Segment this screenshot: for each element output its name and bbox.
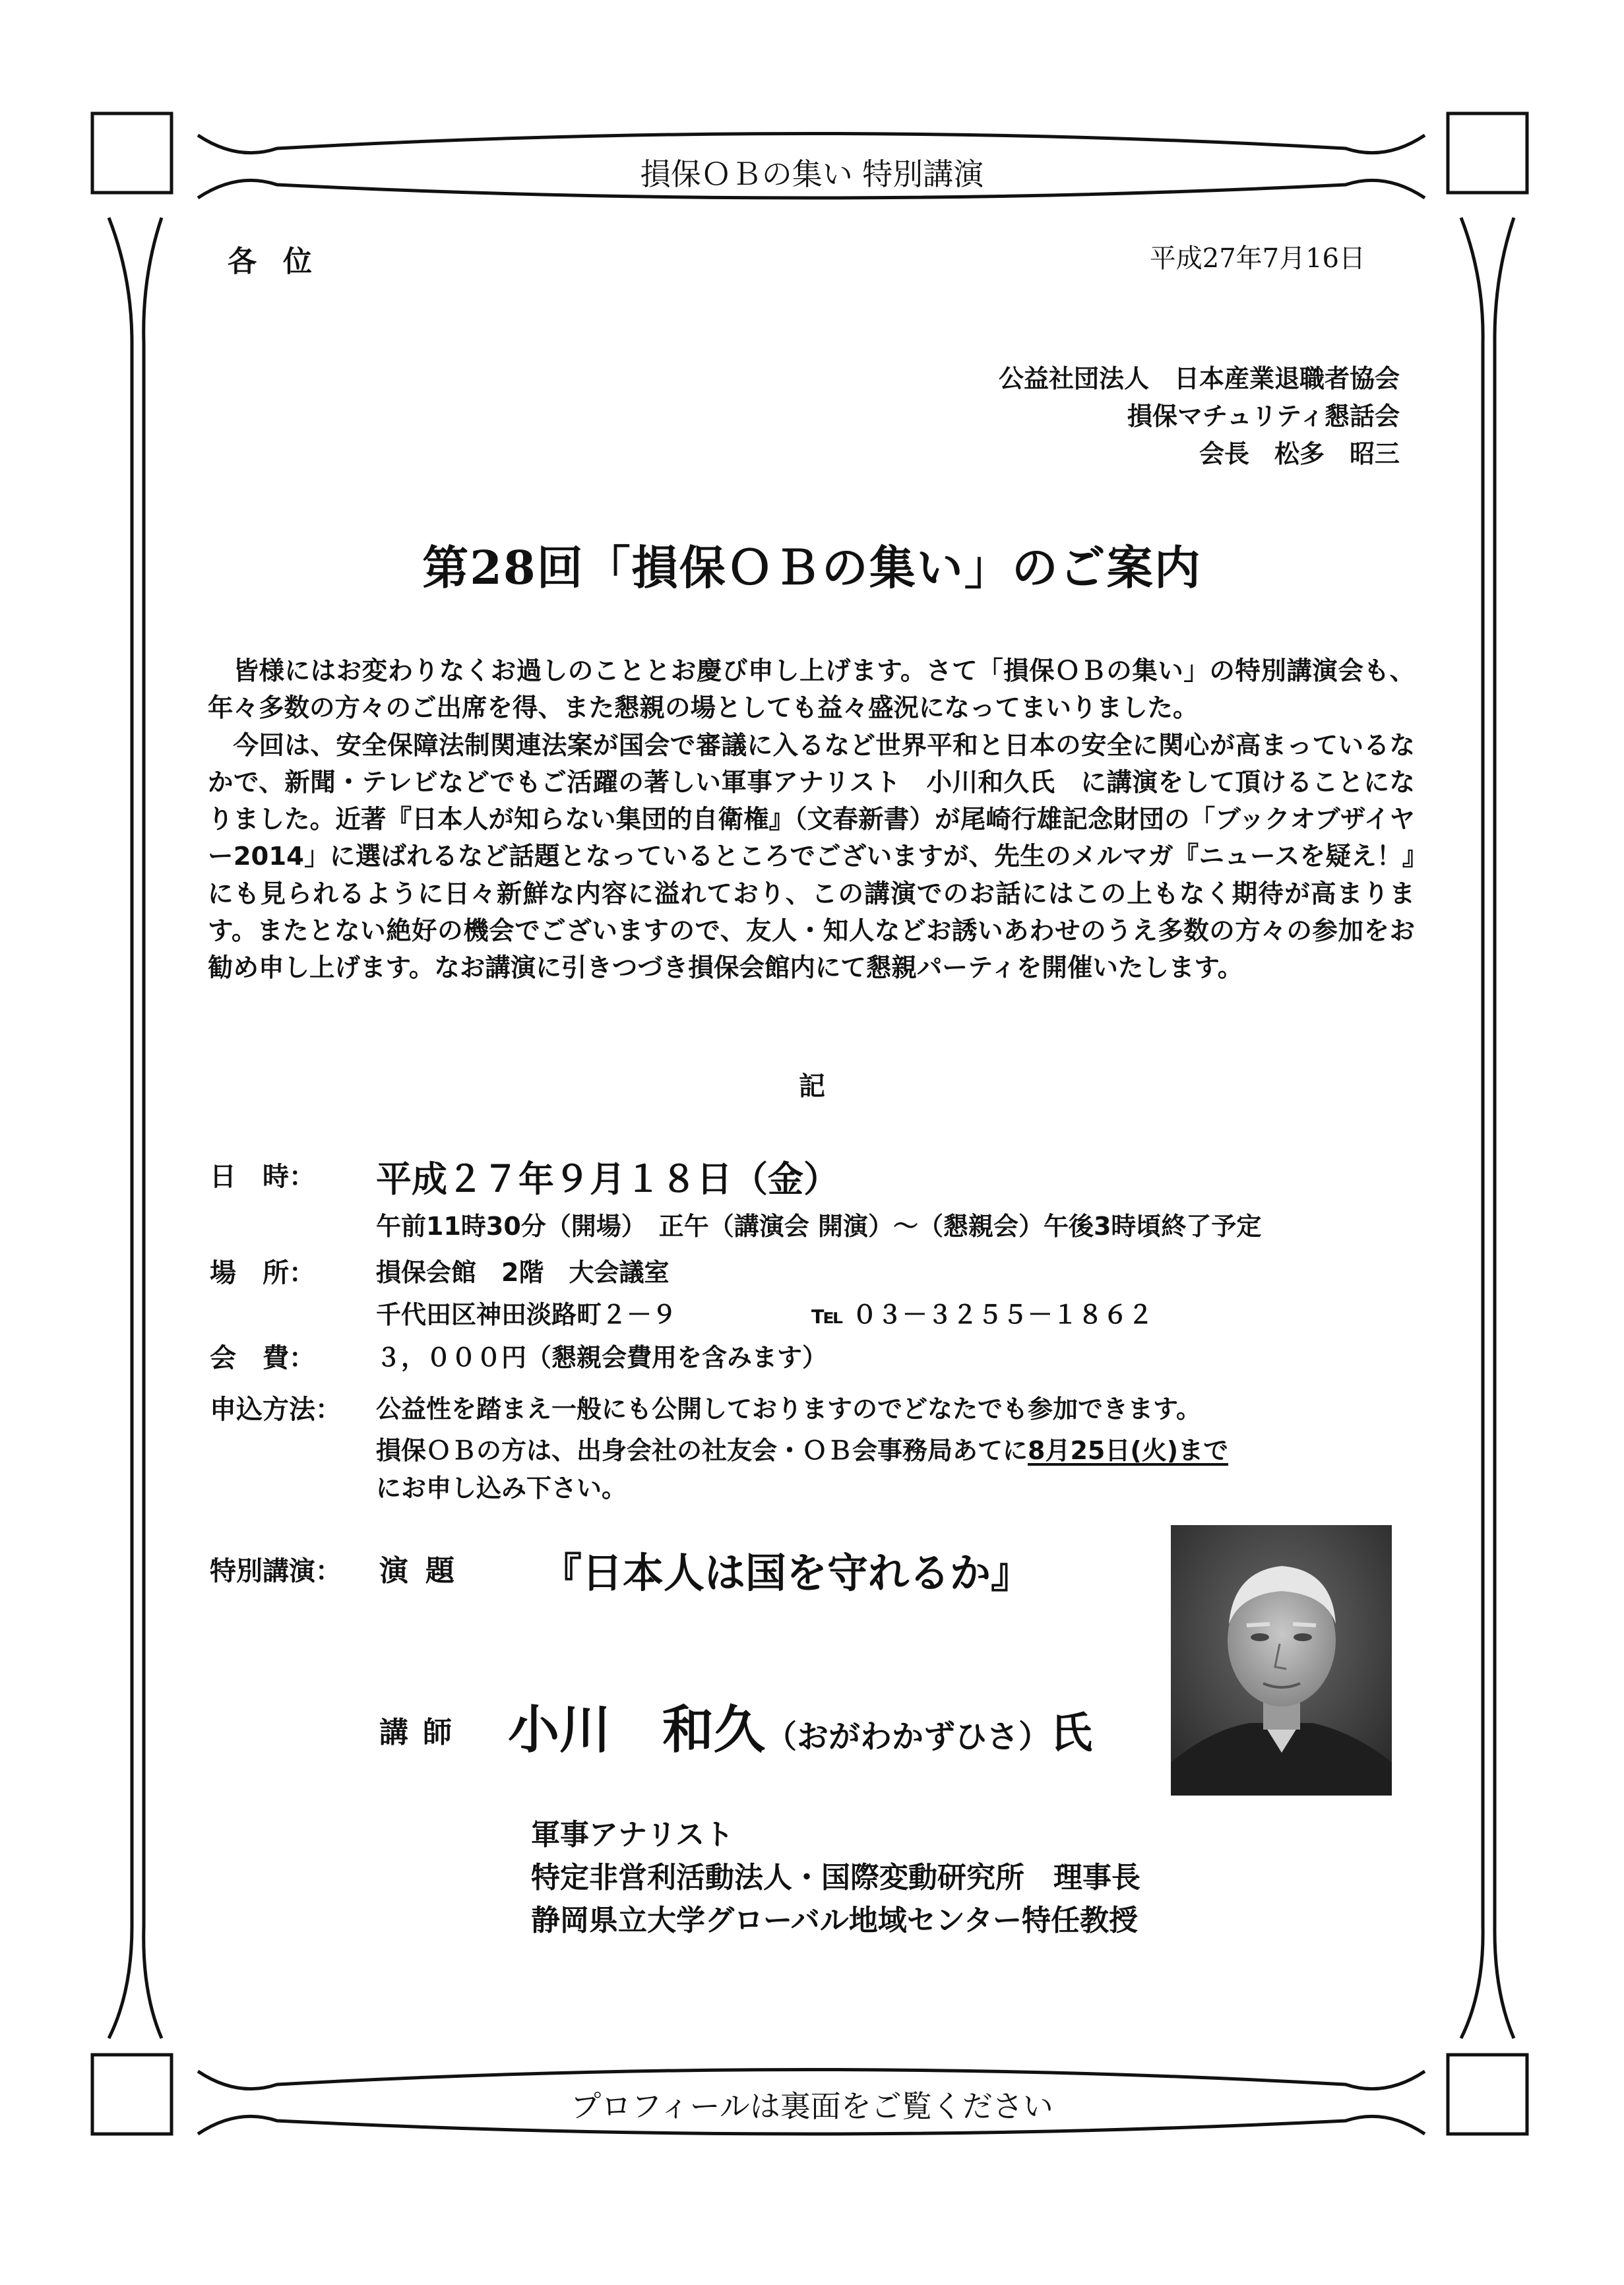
right-column-inner <box>1461 218 1483 2038</box>
apply-deadline: 8月25日(火)まで <box>1028 1436 1229 1465</box>
event-time: 午前11時30分（開場） 正午（講演会 開演）～（懇親会）午後3時頃終了予定 <box>376 1212 1262 1241</box>
speaker-name: 小川 和久 <box>508 1700 766 1760</box>
speaker-title-1: 軍事アナリスト <box>531 1818 734 1852</box>
organizer-line-1: 公益社団法人 日本産業退職者協会 <box>998 363 1400 393</box>
right-column-outer <box>1495 218 1514 2038</box>
speaker-suffix: 氏 <box>1050 1708 1093 1758</box>
place-value: 損保会館 2階 大会議室 <box>376 1258 670 1287</box>
speaker-kana: （おがわかずひさ） <box>765 1718 1051 1755</box>
body-paragraph-2: 今回は、安全保障法制関連法案が国会で審議に入るなど世界平和と日本の安全に関心が高まっているなかで、新聞・テレビなどでもご活躍の著しい軍事アナリスト 小川和久氏 に講演をして頂けることになりました。近著『日本人が知らない集団的自衛権』（文春新書）が尾崎行雄記念財団の「ブックオブザイヤー2014」に選ばれるなど話題となっているところでございますが、先生のメルマガ『ニュースを疑え！』にも見られるように日々新鮮な内容に溢れており、この講演でのお話にはこの上もなく期待が高まります。またとない絶好の機会でございますので、友人・知人などお誘いあわせのうえ多数の方々の参加をお勧め申し上げます。なお講演に引きつづき損保会館内にて懇親パーティを開催いたします。 <box>208 730 1415 984</box>
apply-line-2-text: 損保ＯＢの方は、出身会社の社友会・ＯＢ会事務局あてに <box>376 1436 1028 1465</box>
body-paragraph-1: 皆様にはお変わりなくお過しのこととお慶び申し上げます。さて「損保ＯＢの集い」の特別講演会も、年々多数の方々のご出席を得、また懇親の場としても益々盛況になってまいりました。 <box>208 656 1415 724</box>
speaker-title-3: 静岡県立大学グローバル地域センター特任教授 <box>531 1904 1139 1937</box>
speaker-label: 講師 <box>379 1716 466 1749</box>
apply-label: 申込方法： <box>210 1394 342 1425</box>
organizer-line-2: 損保マチュリティ懇話会 <box>1127 401 1400 431</box>
tel-value: ℡ ０３－３２５５－１８６２ <box>811 1300 1153 1329</box>
left-column-inner <box>144 218 162 2038</box>
speaker-photo <box>1171 1525 1392 1796</box>
apply-line-1: 公益性を踏まえ一般にも公開しておりますのでどなたでも参加できます。 <box>376 1394 1201 1424</box>
speaker-title-2: 特定非営利活動法人・国際変動研究所 理事長 <box>531 1861 1140 1894</box>
place-label: 場 所： <box>210 1258 315 1288</box>
banner-title: 損保ＯＢの集い 特別講演 <box>640 156 984 192</box>
special-lecture-label: 特別講演： <box>210 1556 342 1586</box>
fee-label: 会 費： <box>210 1343 315 1373</box>
organizer-line-3: 会長 松多 昭三 <box>1199 439 1400 468</box>
speaker-name-line <box>508 1689 1092 1763</box>
apply-line-2 <box>376 1430 1228 1466</box>
address-value: 千代田区神田淡路町２－９ <box>376 1300 677 1329</box>
lecture-topic: 『日本人は国を守れるか』 <box>541 1549 1032 1597</box>
body-text <box>208 653 1415 987</box>
apply-line-3: にお申し込み下さい。 <box>376 1474 627 1503</box>
addressee: 各位 <box>228 245 338 278</box>
datetime-label: 日 時： <box>210 1162 315 1192</box>
issue-date: 平成27年7月16日 <box>1149 243 1365 274</box>
footer-note: プロフィールは裏面をご覧ください <box>571 2088 1053 2124</box>
fee-value: ３，０００円（懇親会費用を含みます） <box>376 1343 828 1372</box>
left-column-outer <box>109 218 132 2038</box>
document-title: 第28回「損保ＯＢの集い」のご案内 <box>422 540 1202 595</box>
event-date: 平成２７年９月１８日（金） <box>376 1158 839 1200</box>
ki-heading: 記 <box>799 1071 825 1102</box>
topic-label: 演題 <box>379 1554 472 1588</box>
